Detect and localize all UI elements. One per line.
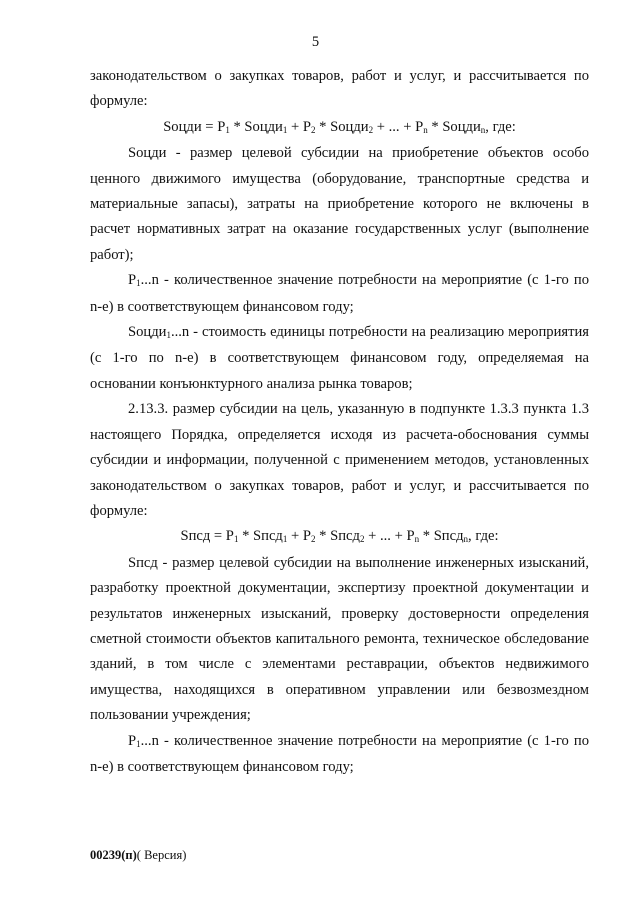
- document-version: ( Версия): [136, 848, 187, 862]
- definition-socdi: Sоцди - размер целевой субсидии на приобретение объектов особо ценного движимого имущества (оборудование, транспортные средства и материальные запасы), затраты на приобретение которого не включены в расчет нормативных затрат на оказание государственных услуг (выполнение работ);: [90, 145, 589, 263]
- definition-p1n: $P_1...n$ - количественное значение потребности на мероприятие (с 1-го по n-е) в соответствующем финансовом году;: [90, 272, 589, 315]
- formula-spsd: Sпсд = $P_1$ * Sпсд$_1$ + $P_2$ * Sпсд$_2$ + ... + $P_n$ * Sпсд$_n$, где:: [180, 528, 499, 545]
- paragraph-intro: законодательством о закупках товаров, работ и услуг, и рассчитывается по формуле:: [90, 68, 589, 110]
- definition-spsd: Sпсд - размер целевой субсидии на выполнение инженерных изысканий, разработку проектной документации, экспертизу проектной документации и результатов инженерных изысканий, проверку достоверности определения сметной стоимости объектов капитального ремонта, техническое обследование зданий, в том числе с элементами реставрации, объектов недвижимого имущества, находящихся в оперативном управлении или безвозмездном пользовании учреждения;: [90, 554, 589, 724]
- paragraph-2-13-3: 2.13.3. размер субсидии на цель, указанную в подпункте 1.3.3 пункта 1.3 настоящего Порядка, определяется исходя из расчета-обоснования суммы субсидии и информации, полученной с применением методов, установленных законодательством о закупках товаров, работ и услуг, и рассчитывается по формуле:: [90, 401, 589, 519]
- definition-socdi-unit: Sоцди$_1$...n - стоимость единицы потребности на реализацию мероприятия (с 1-го по n-е) в соответствующем финансовом году, определяемая на основании конъюнктурного анализа рынка товаров;: [90, 324, 589, 392]
- definition-p1n-second: $P_1...n$ - количественное значение потребности на мероприятие (с 1-го по n-е) в соответствующем финансовом году;: [90, 732, 589, 775]
- formula-socdi: Sоцди = $P_1$ * Sоцди$_1$ + $P_2$ * Sоцди$_2$ + ... + $P_n$ * Sоцди$_n$, где:: [163, 118, 516, 135]
- page-number: 5: [311, 34, 320, 50]
- document-body: [90, 64, 589, 780]
- document-footer: [90, 848, 186, 863]
- document-code: 00239(п): [90, 848, 137, 862]
